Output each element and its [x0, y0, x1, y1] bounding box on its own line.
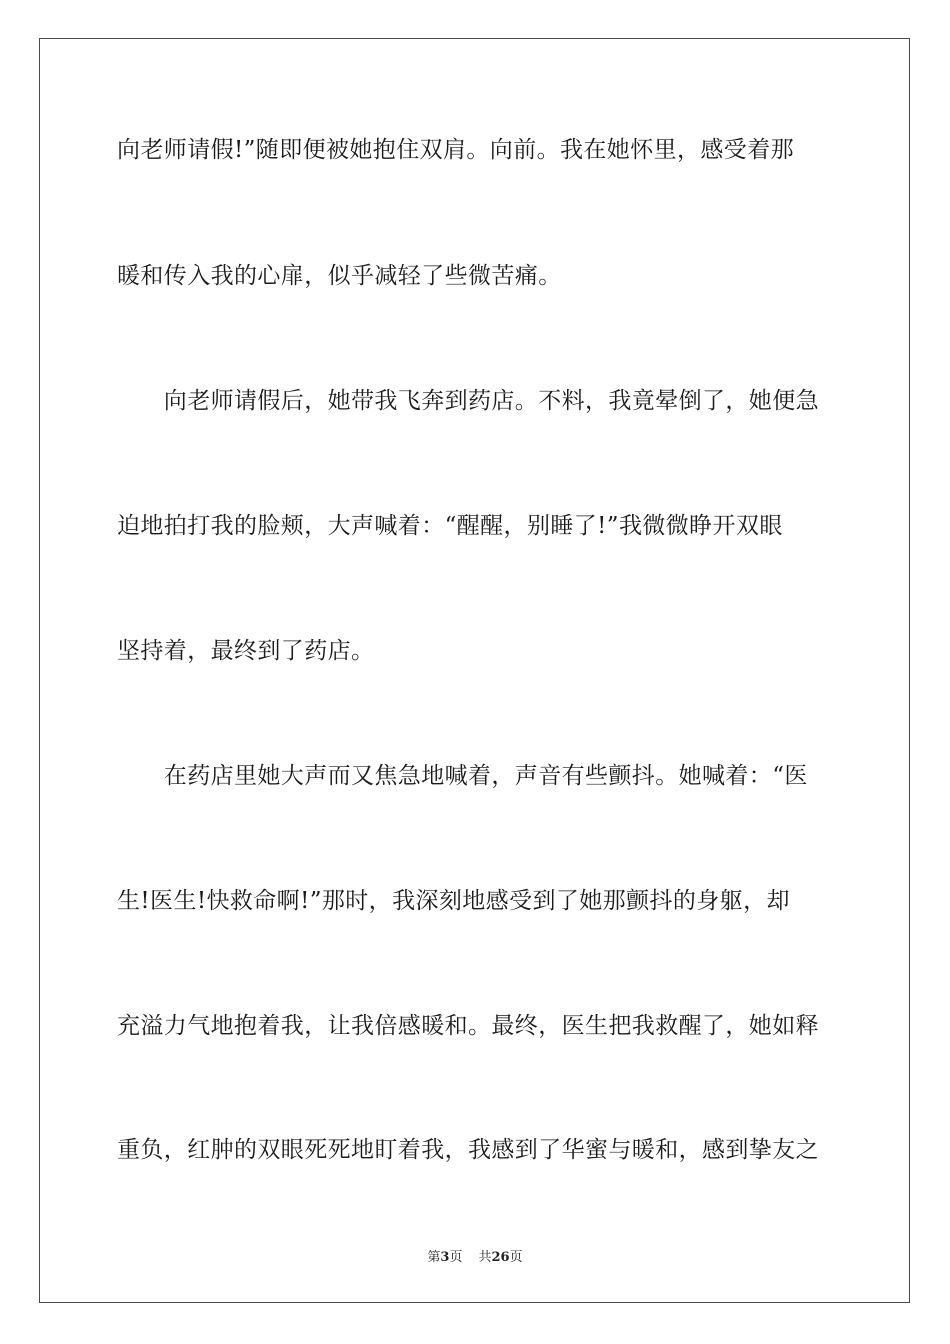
text-line-3: 向老师请假后，她带我飞奔到药店。不料，我竟晕倒了，她便急 [117, 388, 819, 414]
footer-total-unit: 页 [509, 1250, 523, 1265]
text-line-6: 在药店里她大声而又焦急地喊着，声音有些颤抖。她喊着：“医 [117, 763, 808, 789]
footer-prefix: 第 [427, 1250, 441, 1265]
footer-page-unit: 页 [449, 1250, 463, 1265]
current-page-number: 3 [440, 1250, 450, 1265]
text-line-9: 重负，红肿的双眼死死地盯着我，我感到了华蜜与暖和，感到挚友之 [117, 1137, 819, 1163]
text-line-2: 暖和传入我的心扉，似乎减轻了些微苦痛。 [117, 263, 562, 289]
page-border [39, 38, 910, 1303]
page-footer [0, 1246, 950, 1265]
text-line-8: 充溢力气地抱着我，让我倍感暖和。最终，医生把我救醒了，她如释 [117, 1013, 819, 1039]
text-line-7: 生!医生!快救命啊!”那时，我深刻地感受到了她那颤抖的身躯，却 [117, 888, 790, 914]
total-pages-number: 26 [491, 1250, 510, 1265]
footer-total-prefix: 共 [478, 1250, 492, 1265]
text-line-1: 向老师请假!”随即便被她抱住双肩。向前。我在她怀里，感受着那 [117, 137, 795, 163]
text-line-5: 坚持着，最终到了药店。 [117, 638, 375, 664]
text-line-4: 迫地拍打我的脸颊，大声喊着：“醒醒，别睡了!”我微微睁开双眼 [117, 513, 783, 539]
